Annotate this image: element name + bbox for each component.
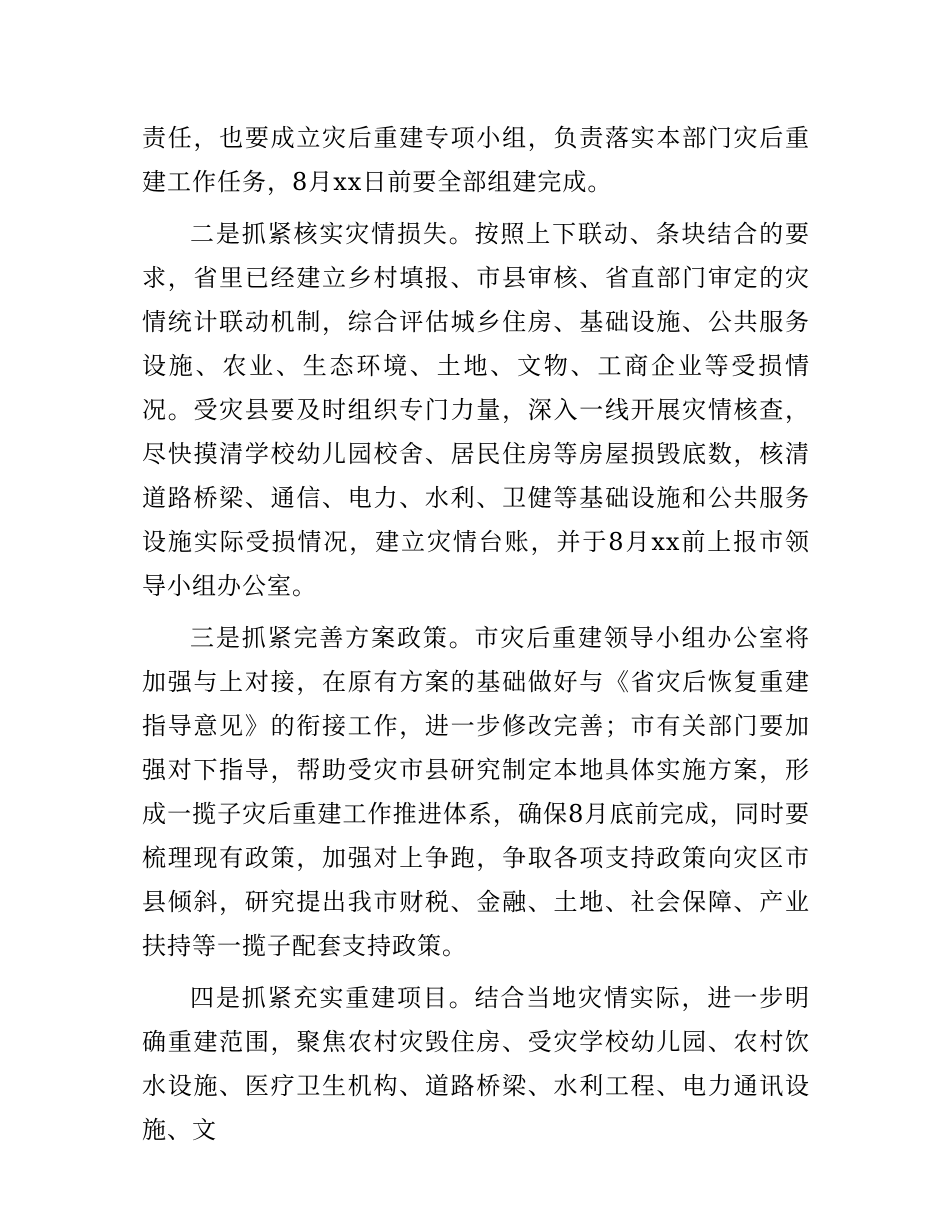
document-body bbox=[142, 116, 810, 1160]
paragraph-continued: 责任，也要成立灾后重建专项小组，负责落实本部门灾后重建工作任务，8月xx日前要全部组建完成。 bbox=[142, 124, 810, 196]
paragraph-verify-disaster-losses: 二是抓紧核实灾情损失。按照上下联动、条块结合的要求，省里已经建立乡村填报、市县审核、省直部门审定的灾情统计联动机制，综合评估城乡住房、基础设施、公共服务设施、农业、生态环境、土地、文物、工商企业等受损情况。受灾县要及时组织专门力量，深入一线开展灾情核查，尽快摸清学校幼儿园校舍、居民住房等房屋损毁底数，核清道路桥梁、通信、电力、水利、卫健等基础设施和公共服务设施实际受损情况，建立灾情台账，并于8月xx前上报市领导小组办公室。 bbox=[142, 220, 810, 600]
paragraph-improve-plans-policies: 三是抓紧完善方案政策。市灾后重建领导小组办公室将加强与上对接，在原有方案的基础做好与《省灾后恢复重建指导意见》的衔接工作，进一步修改完善；市有关部门要加强对下指导，帮助受灾市县研究制定本地具体实施方案，形成一揽子灾后重建工作推进体系，确保8月底前完成，同时要梳理现有政策，加强对上争跑，争取各项支持政策向灾区市县倾斜，研究提出我市财税、金融、土地、社会保障、产业扶持等一揽子配套支持政策。 bbox=[142, 624, 810, 960]
paragraph-enrich-reconstruction-projects: 四是抓紧充实重建项目。结合当地灾情实际，进一步明确重建范围，聚焦农村灾毁住房、受灾学校幼儿园、农村饮水设施、医疗卫生机构、道路桥梁、水利工程、电力通讯设施、文 bbox=[142, 984, 810, 1144]
